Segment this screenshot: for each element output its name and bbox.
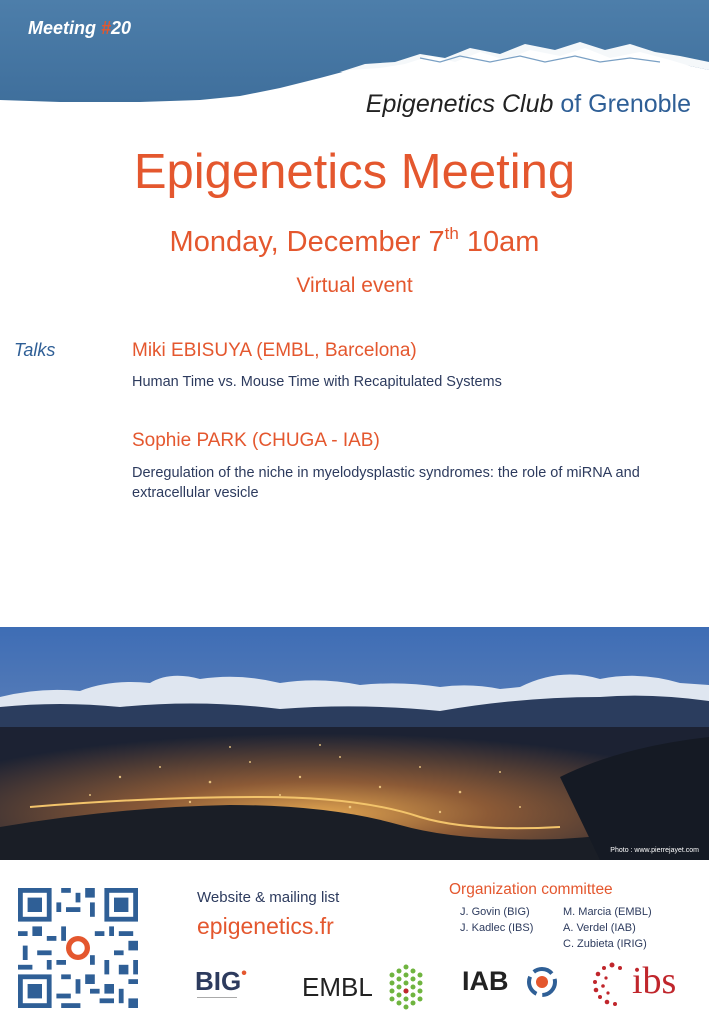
website-label: Website & mailing list — [197, 889, 340, 906]
committee-right-column — [563, 904, 652, 952]
qr-code[interactable] — [18, 888, 138, 1008]
committee-member: A. Verdel (IAB) — [563, 922, 636, 934]
club-name — [366, 90, 691, 119]
talk-speaker-2: Sophie PARK (CHUGA - IAB) — [132, 430, 380, 451]
ibs-dots-icon — [590, 960, 634, 1010]
city-night-illustration — [0, 627, 709, 860]
embl-hexagon-icon — [381, 962, 431, 1012]
event-date — [0, 224, 709, 259]
city-panorama-photo — [0, 627, 709, 860]
ibs-logo: ibs — [632, 960, 677, 1002]
photo-credit: Photo : www.pierrejayet.com — [610, 847, 699, 854]
big-logo-dots: • — [241, 965, 247, 982]
meeting-number-label — [28, 18, 131, 39]
event-date-suffix: th — [444, 224, 459, 243]
meeting-hash: # — [101, 18, 112, 38]
committee-member: J. Kadlec (IBS) — [460, 922, 534, 934]
talk-speaker-1: Miki EBISUYA (EMBL, Barcelona) — [132, 340, 417, 361]
event-time: 10am — [458, 226, 540, 258]
talk-title-1: Human Time vs. Mouse Time with Recapitulated Systems — [132, 374, 502, 390]
talk-title-2: Deregulation of the niche in myelodysplastic syndromes: the role of miRNA and extracellular vesicle — [132, 465, 640, 501]
committee-member: C. Zubieta (IRIG) — [563, 938, 647, 950]
committee-member: M. Marcia (EMBL) — [563, 906, 652, 918]
talks-label: Talks — [14, 340, 56, 360]
iab-circle-icon — [525, 965, 559, 999]
website-link[interactable]: epigenetics.fr — [197, 913, 334, 939]
committee-member: J. Govin (BIG) — [460, 906, 530, 918]
committee-left-column — [460, 904, 533, 936]
event-date-main: Monday, December 7 — [169, 226, 445, 258]
meeting-number: 20 — [111, 18, 132, 38]
club-name-italic: Epigenetics Club — [365, 90, 554, 118]
event-format: Virtual event — [296, 274, 413, 297]
embl-logo: EMBL — [302, 972, 373, 1002]
meeting-prefix: Meeting — [28, 18, 102, 38]
club-name-location: of Grenoble — [553, 90, 691, 118]
big-logo — [195, 965, 247, 997]
committee-title: Organization committee — [449, 881, 613, 898]
iab-logo: IAB — [462, 966, 509, 996]
big-logo-text: BIG — [195, 966, 242, 996]
big-logo-subtitle-mark — [197, 997, 237, 1007]
event-title: Epigenetics Meeting — [133, 145, 576, 199]
